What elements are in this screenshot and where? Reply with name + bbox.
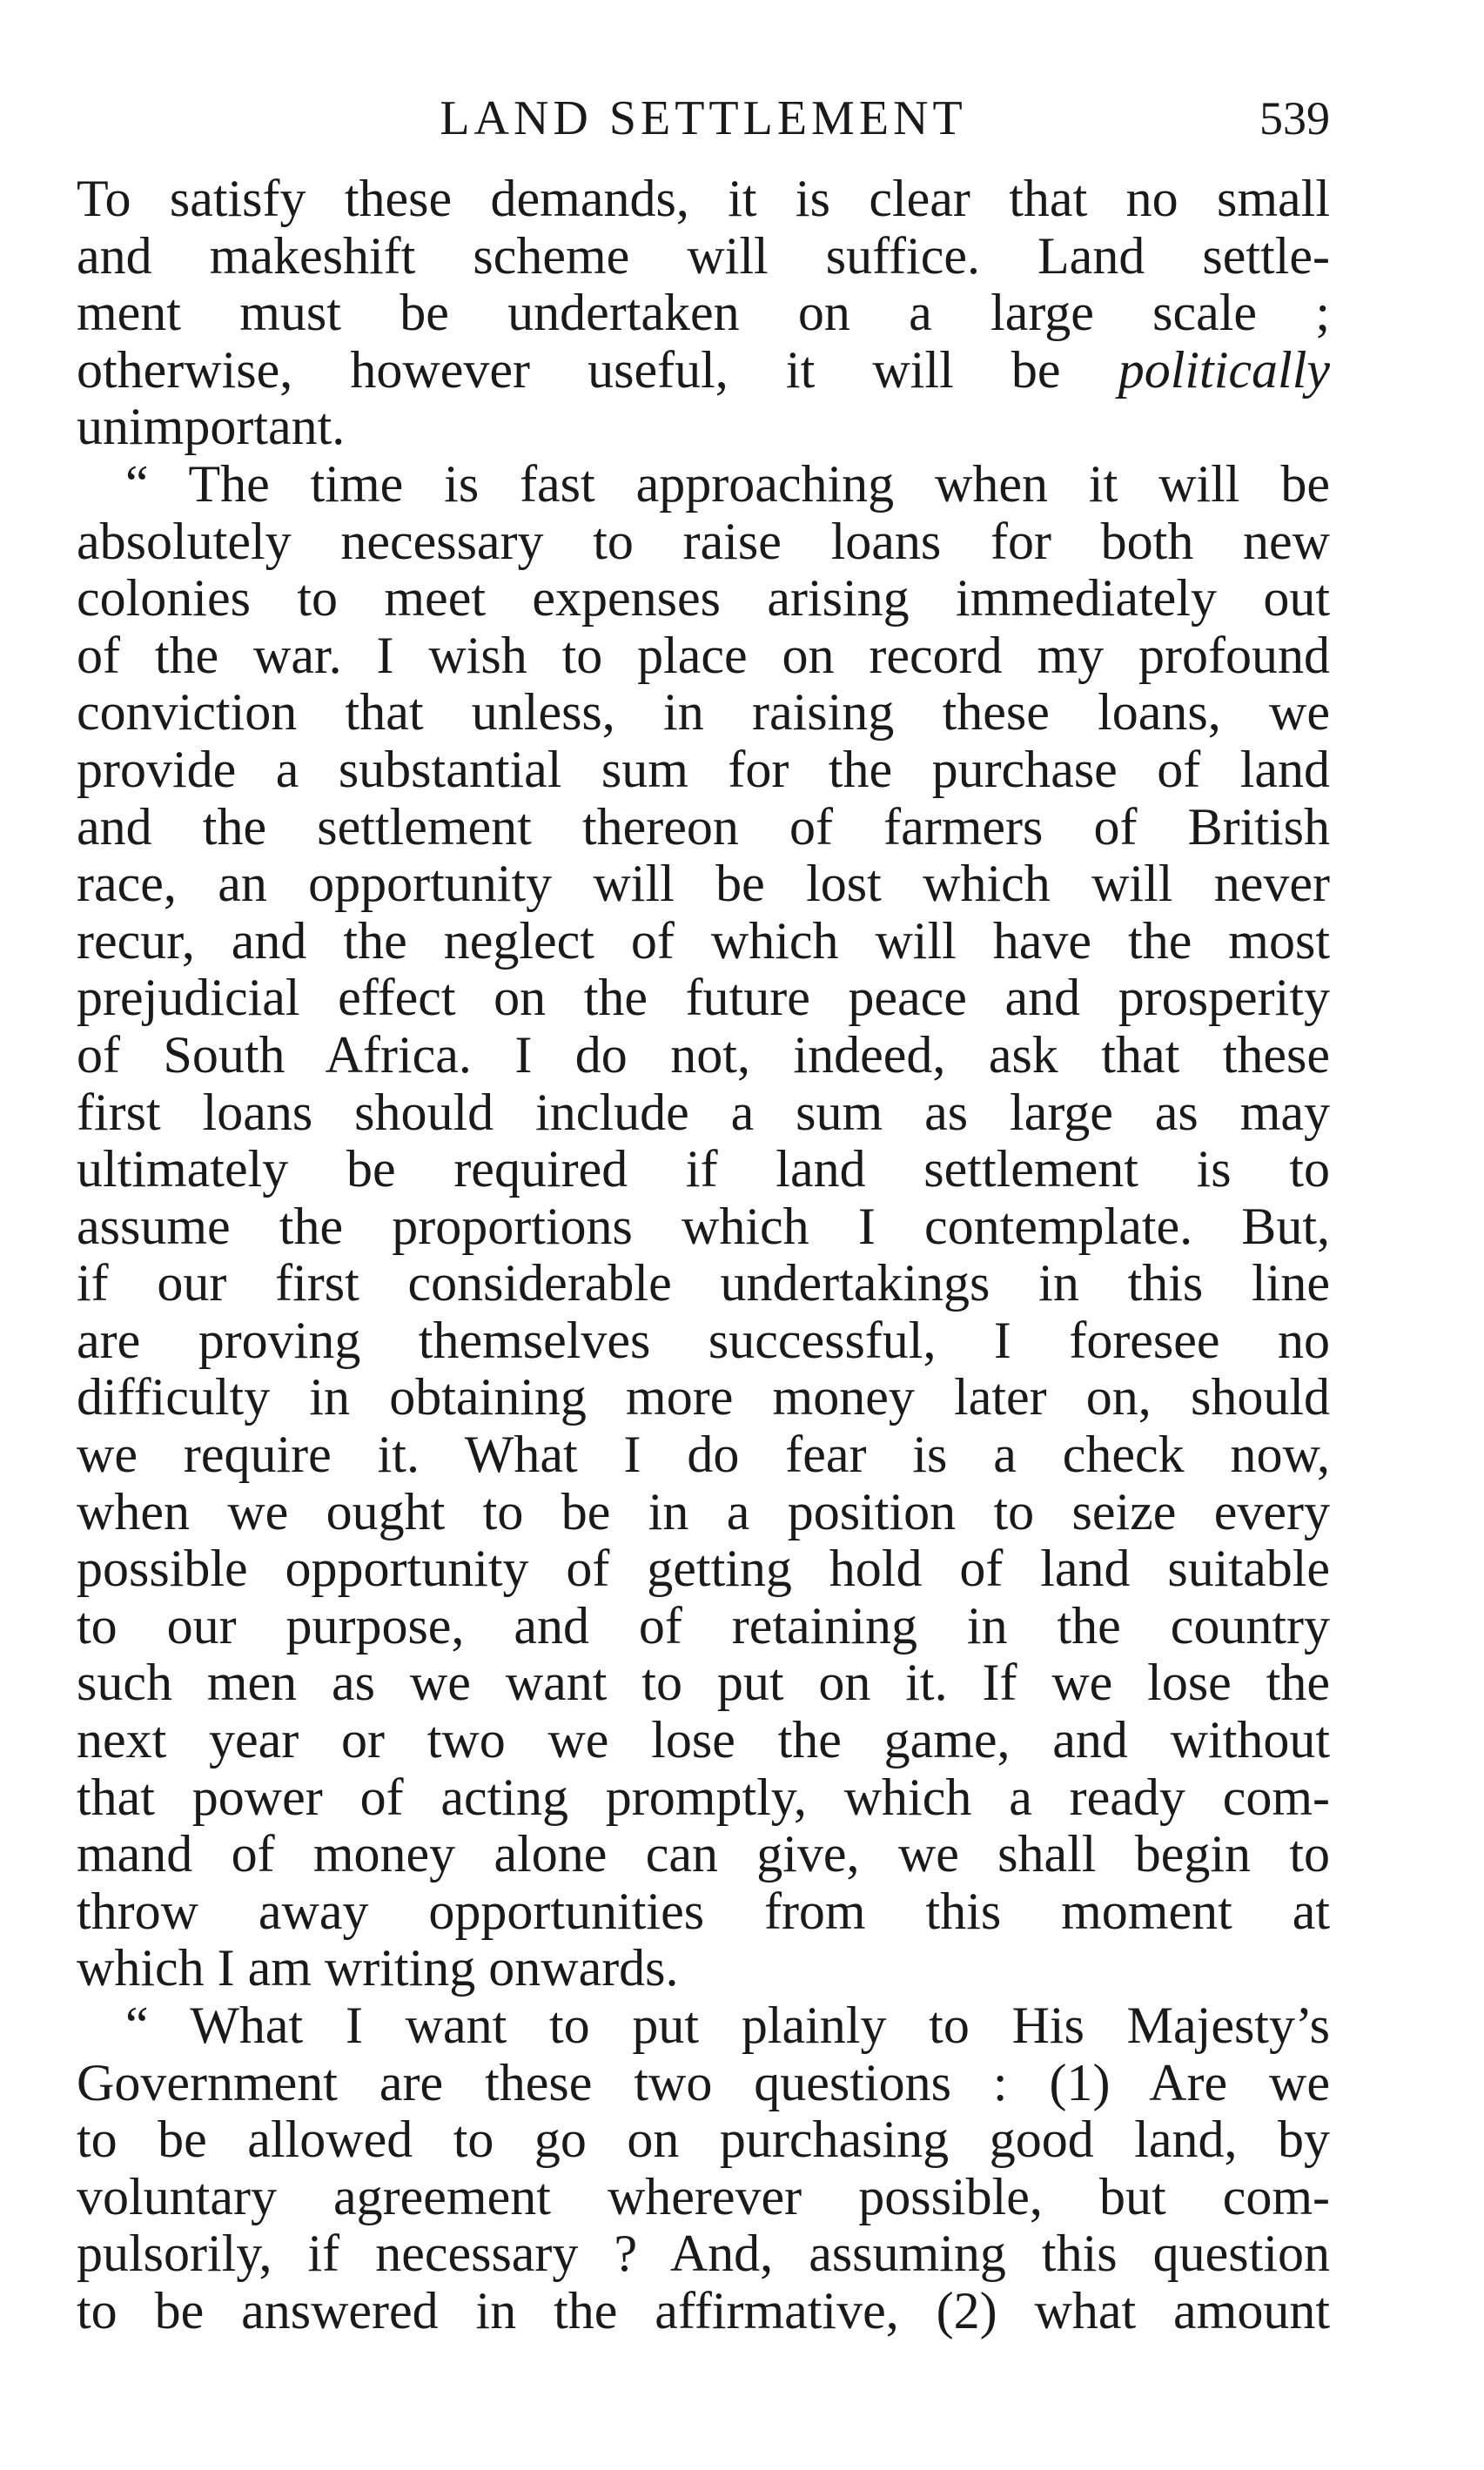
text-line: to be allowed to go on purchasing good land, by <box>77 2111 1330 2169</box>
text-line: pulsorily, if necessary ? And, assuming this question <box>77 2225 1330 2283</box>
text-line: colonies to meet expenses arising immediately out <box>77 569 1330 628</box>
text-line: unimportant. <box>77 398 346 456</box>
text-line: mand of money alone can give, we shall begin to <box>77 1825 1330 1883</box>
text-line: next year or two we lose the game, and without <box>77 1711 1330 1769</box>
text-line: and makeshift scheme will suffice. Land settle- <box>77 226 1330 285</box>
text-line: voluntary agreement wherever possible, but com- <box>77 2167 1330 2225</box>
text-line: conviction that unless, in raising these loans, we <box>77 683 1330 742</box>
text-line: such men as we want to put on it. If we lose the <box>77 1654 1330 1712</box>
text-line: when we ought to be in a position to seize every <box>77 1482 1330 1540</box>
text-line: “ What I want to put plainly to His Majesty’s <box>125 1997 1330 2054</box>
text-line: that power of acting promptly, which a ready com- <box>77 1768 1330 1826</box>
text-line: if our first considerable undertakings in this line <box>77 1254 1330 1312</box>
text-line: which I am writing onwards. <box>77 1939 679 1997</box>
text-line: difficulty in obtaining more money later on, should <box>77 1368 1330 1426</box>
text-line: ment must be undertaken on a large scale ; <box>77 284 1330 342</box>
text-line: race, an opportunity will be lost which will never <box>77 855 1330 913</box>
running-header <box>77 84 1330 153</box>
text-line: ultimately be required if land settlement is to <box>77 1140 1330 1198</box>
text-line: to our purpose, and of retaining in the country <box>77 1596 1330 1654</box>
body-text <box>77 171 1330 2340</box>
page-number: 539 <box>1259 92 1330 144</box>
emphasis-word: politically <box>1118 340 1330 399</box>
paragraph-2 <box>77 456 1330 1997</box>
text-line: “ The time is fast approaching when it will be <box>125 454 1330 513</box>
running-title: LAND SETTLEMENT <box>440 91 967 145</box>
text-line: throw away opportunities from this moment at <box>77 1882 1330 1940</box>
paragraph-3 <box>77 1997 1330 2340</box>
text-line: and the settlement thereon of farmers of British <box>77 797 1330 856</box>
text-line: are proving themselves successful, I foresee no <box>77 1311 1330 1369</box>
text-line: of South Africa. I do not, indeed, ask that these <box>77 1025 1330 1084</box>
text-line: assume the proportions which I contemplate. But, <box>77 1197 1330 1255</box>
text-line: possible opportunity of getting hold of land suitable <box>77 1540 1330 1598</box>
text-line: recur, and the neglect of which will have the most <box>77 911 1330 970</box>
text-segment: otherwise, however useful, it will be <box>77 340 1118 399</box>
paragraph-1 <box>77 171 1330 456</box>
text-line: we require it. What I do fear is a check now, <box>77 1426 1330 1484</box>
text-line: to be answered in the affirmative, (2) what amount <box>77 2281 1330 2339</box>
text-line: of the war. I wish to place on record my profound <box>77 626 1330 684</box>
text-line: Government are these two questions : (1) Are we <box>77 2053 1330 2111</box>
text-line: To satisfy these demands, it is clear that no small <box>77 170 1330 227</box>
text-line: absolutely necessary to raise loans for both new <box>77 512 1330 570</box>
text-line: first loans should include a sum as large as may <box>77 1083 1330 1141</box>
text-line: provide a substantial sum for the purchase of land <box>77 740 1330 798</box>
text-line: prejudicial effect on the future peace and prosperity <box>77 969 1330 1027</box>
text-line-with-emphasis <box>77 342 1330 399</box>
